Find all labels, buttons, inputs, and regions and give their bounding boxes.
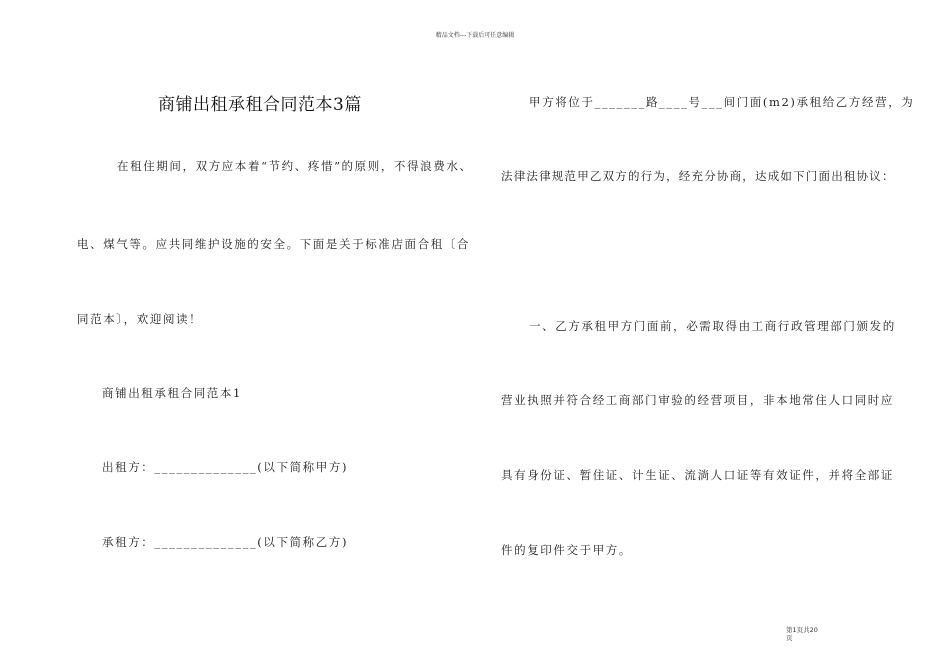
page-header: 精品文档---下载后可任意编辑 — [435, 32, 515, 39]
clause-one-line: 一、乙方承租甲方门面前，必需取得由工商行政管理部门颁发的 — [529, 319, 896, 333]
paragraph-line: 法律法律规范甲乙双方的行为，经充分协商，达成如下门面出租协议： — [501, 169, 895, 183]
paragraph-line: 营业执照并符合经工商部门审验的经营项目，非本地常住人口同时应 — [501, 393, 894, 407]
paragraph-line: 具有身份证、暂住证、计生证、流淌人口证等有效证件，并将全部证 — [501, 468, 894, 482]
paragraph-line: 在租住期间，双方应本着“节约、疼惜”的原则，不得浪费水、 — [117, 159, 473, 173]
lessor-field: 出租方：______________(以下简称甲方) — [102, 460, 349, 474]
paragraph-line: 甲方将位于_______路____号___间门面(m2)承租给乙方经营，为 — [529, 95, 915, 109]
page-number-line2: 页 — [786, 634, 793, 642]
paragraph-line: 电、煤气等。应共同维护设施的安全。下面是关于标准店面合租〔合 — [77, 237, 470, 251]
document-title: 商铺出租承租合同范本3篇 — [158, 95, 362, 115]
section-heading: 商铺出租承租合同范本1 — [102, 386, 242, 400]
lessee-field: 承租方：______________(以下简称乙方) — [102, 535, 349, 549]
page-footer — [786, 626, 818, 642]
page-number-line1: 第1页共20 — [786, 626, 818, 634]
paragraph-line: 件的复印件交于甲方。 — [501, 543, 632, 557]
paragraph-line: 同范本〕，欢迎阅读！ — [77, 312, 203, 326]
